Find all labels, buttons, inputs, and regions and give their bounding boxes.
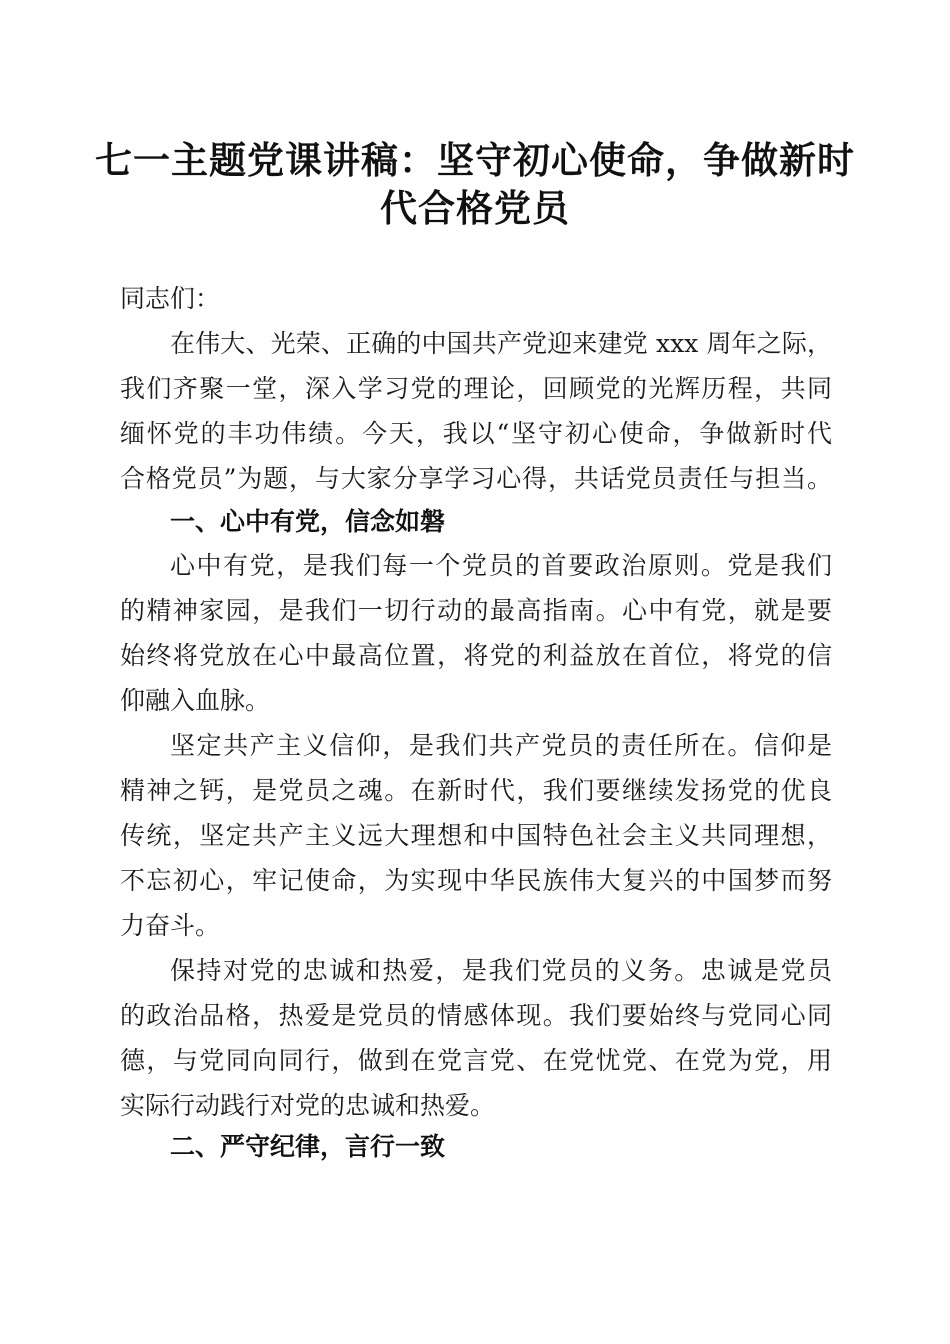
paragraph-line: 实际行动践行对党的忠诚和热爱。 [120,1091,496,1120]
section-heading: 一、心中有党，信念如磐 [170,507,446,536]
paragraph-line: 不忘初心，牢记使命，为实现中华民族伟大复兴的中国梦而努 [120,866,832,895]
document-title-line-2: 代合格党员 [380,186,570,230]
document-title-line-1: 七一主题党课讲稿：坚守初心使命，争做新时 [95,138,855,182]
paragraph-line: 的政治品格，热爱是党员的情感体现。我们要始终与党同心同 [120,1001,832,1030]
paragraph-line: 心中有党，是我们每一个党员的首要政治原则。党是我们 [170,551,832,580]
paragraph-line: 合格党员”为题，与大家分享学习心得，共话党员责任与担当。 [120,464,832,493]
paragraph-line: 我们齐聚一堂，深入学习党的理论，回顾党的光辉历程，共同 [120,374,832,403]
paragraph-line: 保持对党的忠诚和热爱，是我们党员的义务。忠诚是党员 [170,956,832,985]
paragraph-line: 精神之钙，是党员之魂。在新时代，我们要继续发扬党的优良 [120,776,832,805]
paragraph-line: 在伟大、光荣、正确的中国共产党迎来建党 xxx 周年之际， [170,329,832,358]
paragraph-line: 缅怀党的丰功伟绩。今天，我以“坚守初心使命，争做新时代 [120,419,832,448]
section-heading: 二、严守纪律，言行一致 [170,1132,446,1161]
paragraph-line: 力奋斗。 [120,911,221,940]
paragraph-line: 坚定共产主义信仰，是我们共产党员的责任所在。信仰是 [170,731,832,760]
paragraph-line: 德，与党同向同行，做到在党言党、在党忧党、在党为党，用 [120,1046,832,1075]
paragraph-line: 的精神家园，是我们一切行动的最高指南。心中有党，就是要 [120,596,832,625]
salutation: 同志们： [120,284,221,313]
paragraph-line: 仰融入血脉。 [120,686,271,715]
paragraph-line: 始终将党放在心中最高位置，将党的利益放在首位，将党的信 [120,641,832,670]
paragraph-line: 传统，坚定共产主义远大理想和中国特色社会主义共同理想， [120,821,832,850]
